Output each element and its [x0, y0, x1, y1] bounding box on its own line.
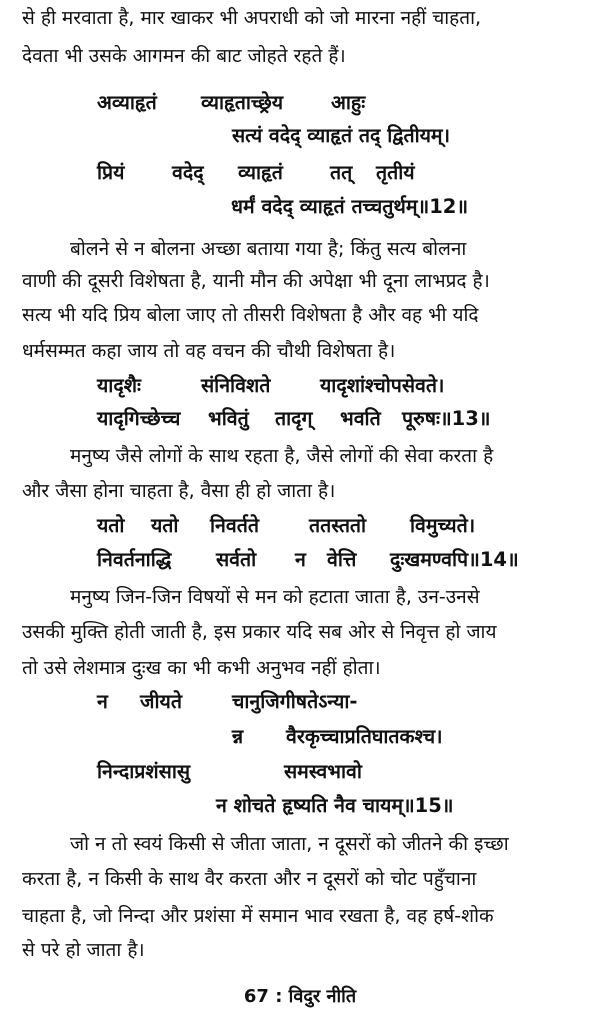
verse-word: प्रियं — [97, 161, 125, 184]
verse-text: सत्यं वदेद् व्याहृतं तद् द्वितीयम्। — [232, 124, 450, 147]
prose-line: धर्मसम्मत कहा जाय तो वह वचन की चौथी विशेषता है। — [22, 340, 396, 362]
prose-line: से परे हो जाता है। — [22, 939, 145, 961]
verse-word: तादृग् — [275, 407, 313, 430]
prose-line: सत्य भी यदि प्रिय बोला जाए तो तीसरी विशेषता है और वह भी यदि — [22, 304, 479, 326]
verse-word: आहुः — [331, 91, 366, 114]
verse-word: विमुच्यते। — [410, 514, 476, 537]
verse-word: वेत्ति — [327, 548, 357, 571]
prose-line: जो न तो स्वयं किसी से जीता जाता, न दूसरों को जीतने की इच्छा — [70, 833, 509, 855]
verse-word: तत् — [330, 161, 353, 184]
prose-line: और जैसा होना चाहता है, वैसा ही हो जाता है। — [22, 480, 336, 502]
page-footer: 67 : विदुर नीति — [243, 986, 357, 1007]
prose-line: करता है, न किसी के साथ वैर करता और न दूसरों को चोट पहुँचाना — [22, 868, 477, 890]
prose-line: मनुष्य जैसे लोगों के साथ रहता है, जैसे लोगों की सेवा करता है — [70, 445, 494, 467]
verse-word: तृतीयं — [376, 161, 415, 184]
verse-word: संनिविशते — [201, 374, 271, 397]
prose-line: वाणी की दूसरी विशेषता है, यानी मौन की अपेक्षा भी दूना लाभप्रद है। — [22, 270, 490, 292]
verse-word: यादृशांश्चोपसेवते। — [320, 374, 445, 397]
verse-word: भवितुं — [208, 407, 249, 430]
verse-word: यादृगिच्छेच्च — [97, 407, 181, 430]
prose-line: से ही मरवाता है, मार खाकर भी अपराधी को जो मारना नहीं चाहता, — [22, 7, 482, 29]
verse-word: व्याहृतं — [238, 161, 283, 184]
verse-text: न शोचते हृष्यति नैव चायम्॥15॥ — [216, 794, 454, 817]
prose-line: बोलने से न बोलना अच्छा बताया गया है; किंतु सत्य बोलना — [70, 238, 467, 260]
prose-line: देवता भी उसके आगमन की बाट जोहते रहते हैं। — [22, 45, 346, 67]
prose-line: तो उसे लेशमात्र दुःख का भी कभी अनुभव नहीं होता। — [22, 657, 381, 679]
prose-line: उसकी मुक्ति होती जाती है, इस प्रकार यदि सब ओर से निवृत्त हो जाय — [22, 621, 497, 643]
verse-word: यादृशैः — [97, 374, 141, 397]
verse-word: निवर्तनाद्धि — [97, 548, 172, 571]
verse-word: निवर्तते — [210, 514, 259, 537]
verse-word: यतो — [151, 514, 179, 537]
verse-word: निन्दाप्रशंसासु — [97, 760, 191, 783]
verse-word: न — [97, 690, 108, 713]
verse-word: अव्याहृतं — [97, 91, 157, 114]
verse-word: भवति — [340, 407, 381, 430]
prose-line: मनुष्य जिन-जिन विषयों से मन को हटाता जाता है, उन-उनसे — [70, 586, 480, 608]
verse-word: सर्वतो — [216, 548, 257, 571]
verse-word: दुःखमण्वपि॥14॥ — [390, 548, 519, 571]
verse-word: यतो — [97, 514, 125, 537]
verse-word: पूरुषः॥13॥ — [402, 407, 491, 430]
verse-word: चानुजिगीषतेऽन्या- — [232, 690, 358, 713]
verse-word: न्न — [232, 725, 244, 748]
prose-line: चाहता है, जो निन्दा और प्रशंसा में समान भाव रखता है, वह हर्ष-शोक — [22, 905, 494, 927]
verse-word: ततस्ततो — [309, 514, 367, 537]
verse-word: न — [295, 548, 306, 571]
verse-word: व्याहृताच्छ्रेय — [201, 91, 284, 114]
verse-word: जीयते — [140, 690, 182, 713]
verse-word: समस्वभावो — [284, 760, 362, 783]
verse-word: वैरकृच्चाप्रतिघातकश्च। — [286, 725, 443, 748]
verse-text: धर्मं वदेद् व्याहृतं तच्चतुर्थम्॥12॥ — [231, 195, 469, 218]
verse-word: वदेद् — [172, 161, 204, 184]
